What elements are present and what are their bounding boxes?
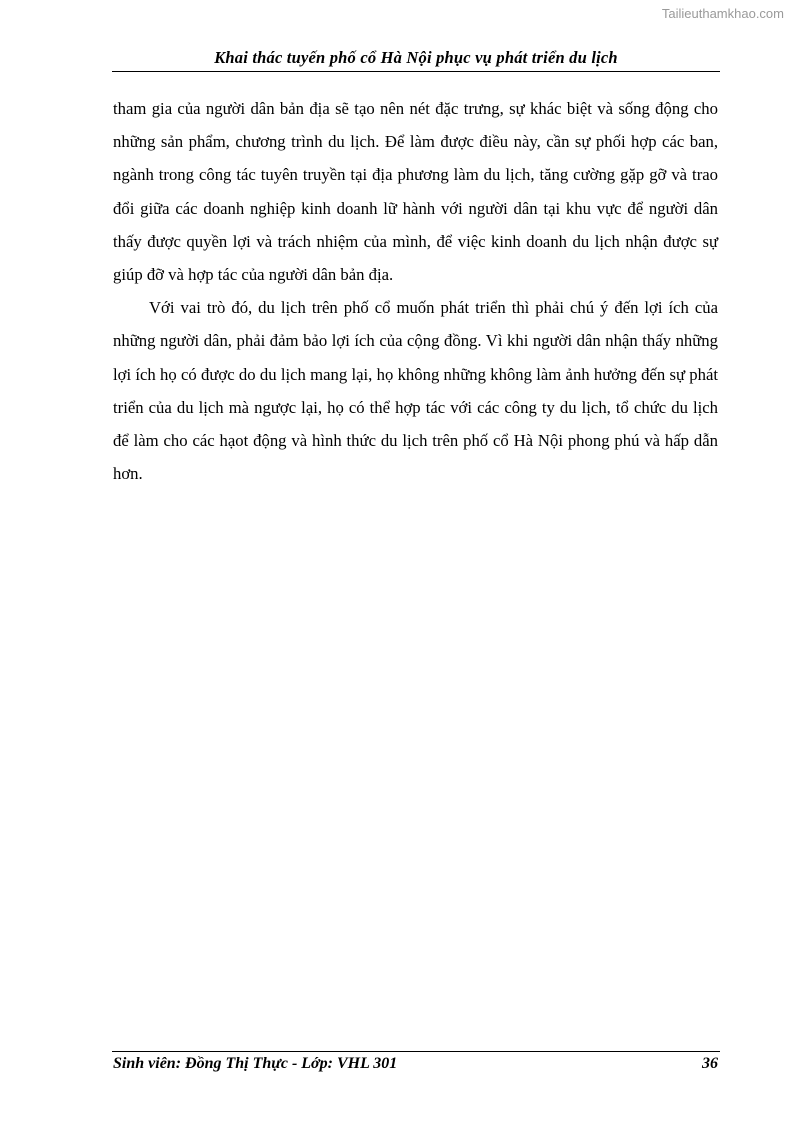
header-divider <box>112 71 720 72</box>
page-number: 36 <box>702 1055 718 1072</box>
running-header-title: Khai thác tuyến phố cổ Hà Nội phục vụ phát triển du lịch <box>214 48 618 67</box>
paragraph-2: Với vai trò đó, du lịch trên phố cổ muốn phát triển thì phải chú ý đến lợi ích của những người dân, phải đảm bảo lợi ích của cộng đồng. Vì khi người dân nhận thấy những lợi ích họ có được do du lịch mang lại, họ không những không làm ảnh hưởng đến sự phát triển của du lịch mà ngược lại, họ có thể hợp tác với các công ty du lịch, tổ chức du lịch để làm cho các hạot động và hình thức du lịch trên phố cổ Hà Nội phong phú và hấp dẫn hơn. <box>113 298 718 484</box>
footer-divider <box>112 1051 720 1052</box>
watermark-text: Tailieuthamkhao.com <box>661 6 784 21</box>
footer-student-info: Sinh viên: Đồng Thị Thực - Lớp: VHL 301 <box>113 1055 398 1072</box>
document-body <box>113 92 718 490</box>
paragraph-1: tham gia của người dân bản địa sẽ tạo nên nét đặc trưng, sự khác biệt và sống động cho những sản phẩm, chương trình du lịch. Để làm được điều này, cần sự phối hợp các ban, ngành trong công tác tuyên truyền tại địa phương làm du lịch, tăng cường gặp gỡ và trao đổi giữa các doanh nghiệp kinh doanh lữ hành với người dân tại khu vực để người dân thấy được quyền lợi và trách nhiệm của mình, để việc kinh doanh du lịch nhận được sự giúp đỡ và hợp tác của người dân bản địa. <box>113 99 718 285</box>
